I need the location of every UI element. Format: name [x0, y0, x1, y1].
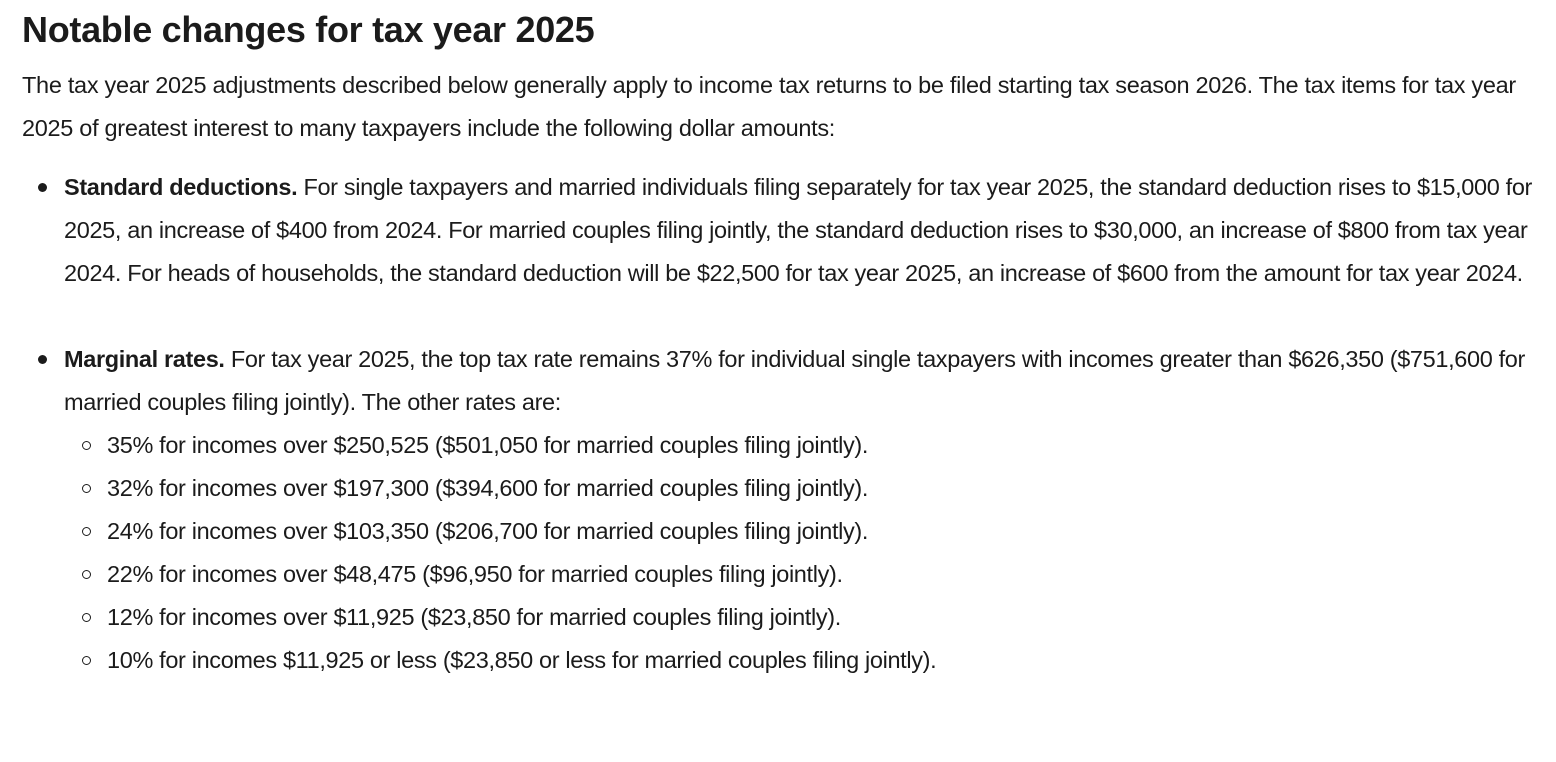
marginal-rates-text: For tax year 2025, the top tax rate remains 37% for individual single taxpayers with incomes greater than $626,350 ($751,600 for married couples filing jointly). The other rates are:	[64, 346, 1525, 415]
rate-text: 24% for incomes over $103,350 ($206,700 for married couples filing jointly).	[107, 518, 869, 544]
page-title: Notable changes for tax year 2025	[22, 9, 595, 50]
rate-text: 12% for incomes over $11,925 ($23,850 for married couples filing jointly).	[107, 604, 841, 630]
bullet-circle-icon	[82, 656, 91, 665]
rate-item-10	[107, 639, 1544, 682]
bullet-circle-icon	[82, 527, 91, 536]
rate-text: 35% for incomes over $250,525 ($501,050 for married couples filing jointly).	[107, 432, 869, 458]
changes-list	[22, 166, 1544, 682]
intro-paragraph: The tax year 2025 adjustments described below generally apply to income tax returns to be filed starting tax season 2026. The tax items for tax year 2025 of greatest interest to many taxpayers include the following dollar amounts:	[22, 72, 1516, 141]
list-item-standard-deductions	[64, 166, 1544, 295]
standard-deductions-text: For single taxpayers and married individuals filing separately for tax year 2025, the standard deduction rises to $15,000 for 2025, an increase of $400 from 2024. For married couples filing jointly, the standard deduction rises to $30,000, an increase of $800 from tax year 2024. For heads of households, the standard deduction will be $22,500 for tax year 2025, an increase of $600 from the amount for tax year 2024.	[64, 174, 1533, 286]
bullet-circle-icon	[82, 570, 91, 579]
bullet-disc-icon	[38, 183, 47, 192]
rates-list	[64, 424, 1544, 682]
bullet-circle-icon	[82, 484, 91, 493]
bullet-circle-icon	[82, 441, 91, 450]
bullet-disc-icon	[38, 355, 47, 364]
standard-deductions-lead: Standard deductions.	[64, 174, 298, 200]
list-item-marginal-rates	[64, 338, 1544, 682]
rate-text: 22% for incomes over $48,475 ($96,950 for married couples filing jointly).	[107, 561, 843, 587]
rate-item-24	[107, 510, 1544, 553]
marginal-rates-lead: Marginal rates.	[64, 346, 225, 372]
rate-text: 10% for incomes $11,925 or less ($23,850 or less for married couples filing jointly).	[107, 647, 937, 673]
rate-item-32	[107, 467, 1544, 510]
rate-item-22	[107, 553, 1544, 596]
rate-item-12	[107, 596, 1544, 639]
rate-item-35	[107, 424, 1544, 467]
rate-text: 32% for incomes over $197,300 ($394,600 for married couples filing jointly).	[107, 475, 869, 501]
bullet-circle-icon	[82, 613, 91, 622]
